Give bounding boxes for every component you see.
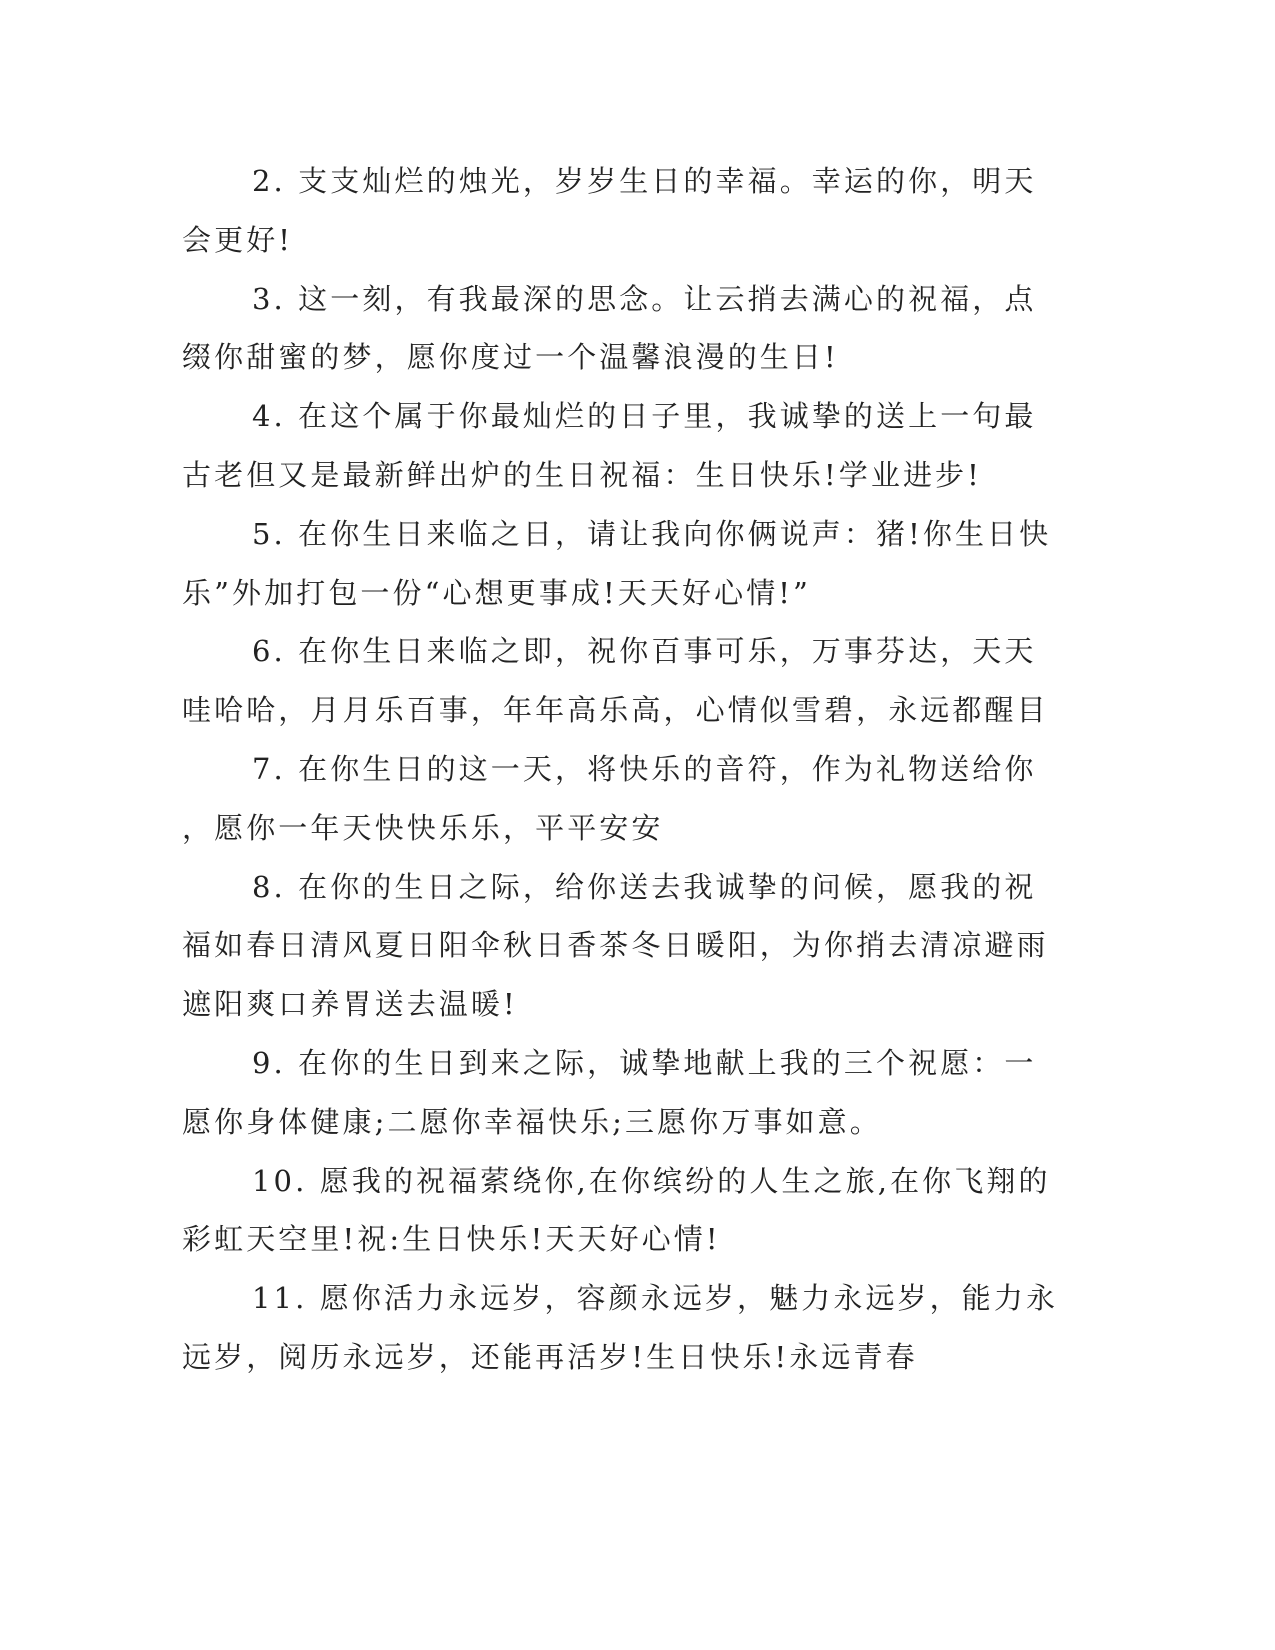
paragraph-line: 9. 在你的生日到来之际，诚挚地献上我的三个祝愿：一: [252, 1045, 1037, 1080]
paragraph-line: 10. 愿我的祝福萦绕你,在你缤纷的人生之旅,在你飞翔的: [252, 1163, 1051, 1198]
paragraph-line: 福如春日清风夏日阳伞秋日香茶冬日暖阳，为你捎去清凉避雨: [182, 928, 1049, 963]
paragraph-7: [182, 740, 1052, 858]
paragraph-line: 彩虹天空里!祝:生日快乐!天天好心情!: [182, 1222, 721, 1257]
paragraph-9: [182, 1034, 1052, 1152]
paragraph-6: [182, 622, 1052, 740]
document-body: [182, 152, 1059, 1387]
paragraph-2: [182, 152, 1052, 270]
paragraph-3: [182, 270, 1052, 388]
paragraph-line: 缀你甜蜜的梦，愿你度过一个温馨浪漫的生日!: [182, 340, 839, 375]
paragraph-line: 4. 在这个属于你最灿烂的日子里，我诚挚的送上一句最: [252, 399, 1037, 434]
paragraph-8: [182, 858, 1052, 1034]
paragraph-10: [182, 1152, 1052, 1270]
paragraph-line: 乐”外加打包一份“心想更事成!天天好心情!”: [182, 575, 811, 610]
paragraph-line: 3. 这一刻，有我最深的思念。让云捎去满心的祝福，点: [252, 281, 1037, 316]
paragraph-line: 2. 支支灿烂的烛光，岁岁生日的幸福。幸运的你，明天: [252, 164, 1037, 198]
paragraph-line: 远岁，阅历永远岁，还能再活岁!生日快乐!永远青春: [182, 1339, 918, 1374]
paragraph-line: ，愿你一年天快快乐乐，平平安安: [182, 810, 664, 845]
paragraph-line: 哇哈哈，月月乐百事，年年高乐高，心情似雪碧，永远都醒目: [182, 693, 1049, 728]
paragraph-line: 古老但又是最新鲜出炉的生日祝福：生日快乐!学业进步!: [182, 457, 982, 492]
paragraph-line: 6. 在你生日来临之即，祝你百事可乐，万事芬达，天天: [252, 634, 1037, 669]
paragraph-line: 遮阳爽口养胃送去温暖!: [182, 987, 518, 1022]
paragraph-line: 8. 在你的生日之际，给你送去我诚挚的问候，愿我的祝: [252, 869, 1037, 904]
paragraph-line: 愿你身体健康;二愿你幸福快乐;三愿你万事如意。: [182, 1104, 882, 1139]
paragraph-line: 5. 在你生日来临之日，请让我向你俩说声：猪!你生日快: [252, 516, 1052, 551]
paragraph-line: 会更好!: [182, 222, 294, 257]
paragraph-4: [182, 387, 1052, 505]
paragraph-line: 11. 愿你活力永远岁，容颜永远岁，魅力永远岁，能力永: [252, 1281, 1059, 1316]
paragraph-11: [182, 1269, 1059, 1387]
paragraph-line: 7. 在你生日的这一天，将快乐的音符，作为礼物送给你: [252, 751, 1037, 786]
paragraph-5: [182, 505, 1052, 623]
